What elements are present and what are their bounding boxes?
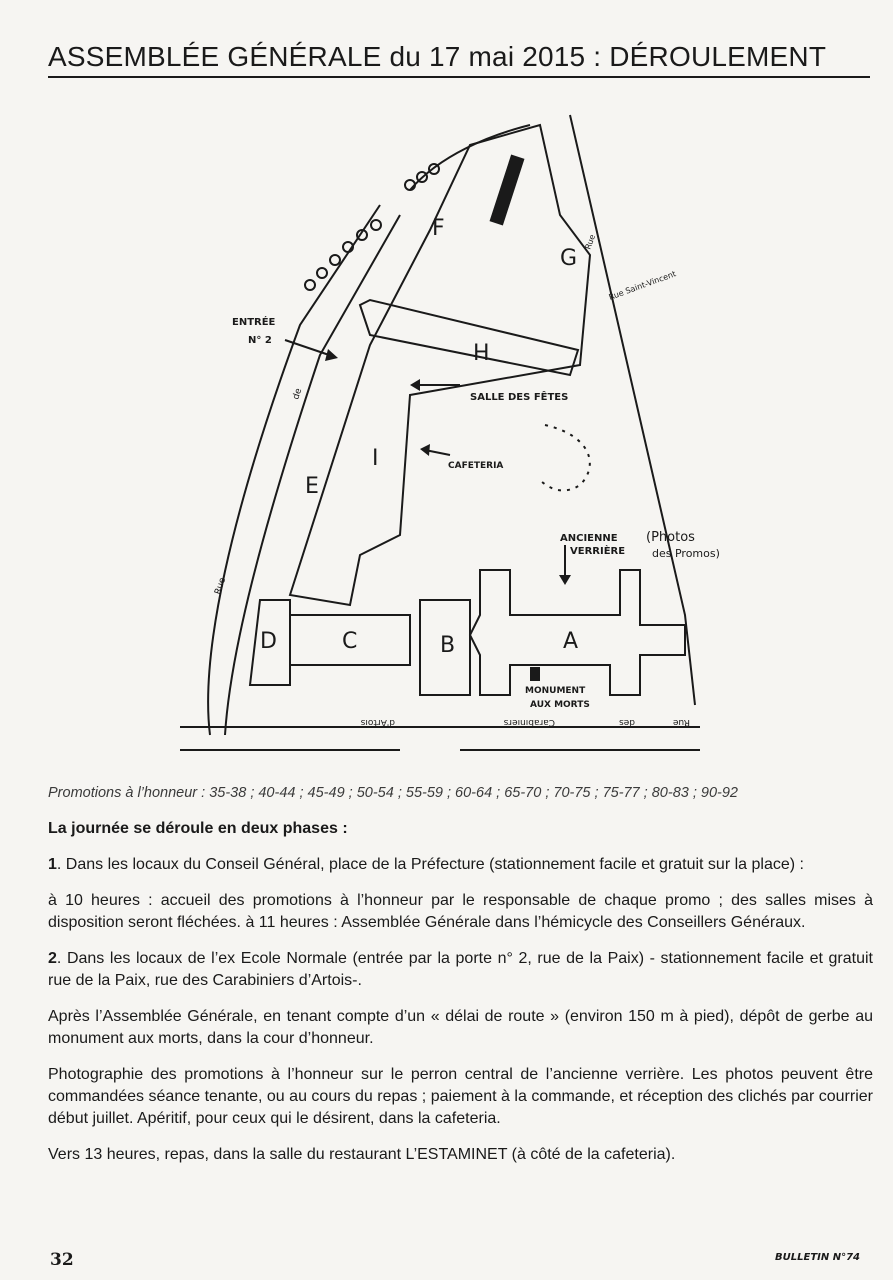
street-name-rue-saint-vincent: Rue Saint-Vincent xyxy=(607,269,678,302)
street-right xyxy=(570,115,695,705)
building-h xyxy=(360,300,578,375)
label-photos: (Photos xyxy=(646,530,695,545)
page-title: ASSEMBLÉE GÉNÉRALE du 17 mai 2015 : DÉROULEMENT xyxy=(48,40,870,78)
label-aux-morts: AUX MORTS xyxy=(530,700,590,710)
phase-2-text: . Dans les locaux de l’ex Ecole Normale (entrée par la porte n° 2, rue de la Paix) - stationnement facile et gratuit rue de la Paix, rue des Carabiniers d’Artois-. xyxy=(48,950,873,989)
page-number: 32 xyxy=(50,1250,74,1270)
building-block-left xyxy=(290,125,590,605)
promotions-caption: Promotions à l’honneur : 35-38 ; 40-44 ; 45-49 ; 50-54 ; 55-59 ; 60-64 ; 65-70 ; 70-75 ; 75-77 ; 80-83 ; 90-92 xyxy=(48,785,738,801)
label-monument: MONUMENT xyxy=(525,686,586,696)
street-name-carabiniers: Carabiniers xyxy=(503,717,555,727)
label-des-promos: des Promos) xyxy=(652,547,720,560)
label-ancienne: ANCIENNE xyxy=(560,533,618,544)
street-name-de-left: de xyxy=(291,387,305,401)
phase-2-number: 2 xyxy=(48,950,57,967)
building-letter-c: C xyxy=(342,629,358,654)
paragraph-phase-2 xyxy=(48,948,873,992)
stair-marker xyxy=(490,155,525,226)
paragraph-wreath: Après l’Assemblée Générale, en tenant compte d’un « délai de route » (environ 150 m à pied), dépôt de gerbe au monument aux morts, dans la cour d’honneur. xyxy=(48,1008,873,1047)
arrowhead-verriere xyxy=(559,575,571,585)
building-letter-b: B xyxy=(440,633,456,658)
paragraph-phase-1 xyxy=(48,854,873,876)
building-letter-e: E xyxy=(305,474,319,499)
paragraph-phase-1-schedule: à 10 heures : accueil des promotions à l’honneur par le responsable de chaque promo ; des salles mises à disposition seront fléchées. à 11 heures : Assemblée Générale dans l’hémicycle des Conseillers Généraux. xyxy=(48,892,873,931)
street-name-rue-bottom: Rue xyxy=(672,717,690,727)
bulletin-label: BULLETIN N°74 xyxy=(775,1252,860,1263)
building-letter-i: I xyxy=(372,446,379,471)
street-name-rue-top: Rue xyxy=(583,233,598,251)
arrowhead-cafeteria xyxy=(420,444,430,456)
building-letter-f: F xyxy=(432,216,445,241)
label-verriere: VERRIÈRE xyxy=(570,546,626,557)
label-cafeteria: CAFETERIA xyxy=(448,461,504,471)
building-letter-g: G xyxy=(560,246,578,271)
building-letter-a: A xyxy=(563,629,579,654)
article-body xyxy=(48,818,873,1180)
arrowhead-salle xyxy=(410,379,420,391)
campus-map xyxy=(170,95,730,765)
street-name-dartois: d'Artois xyxy=(360,717,395,727)
label-entree-num: N° 2 xyxy=(248,335,272,346)
building-letter-h: H xyxy=(473,341,490,366)
paragraph-meal: Vers 13 heures, repas, dans la salle du restaurant L’ESTAMINET (à côté de la cafeteria). xyxy=(48,1146,676,1163)
label-salle-des-fetes: SALLE DES FÊTES xyxy=(470,392,569,403)
courtyard-arc xyxy=(540,425,590,490)
building-letter-d: D xyxy=(260,629,277,654)
arrowhead-entree xyxy=(325,349,338,361)
label-entree: ENTRÉE xyxy=(232,317,276,328)
phase-1-number: 1 xyxy=(48,856,57,873)
street-name-rue-left: Rue xyxy=(213,576,229,596)
street-outer-left xyxy=(208,205,380,735)
phase-1-text: . Dans les locaux du Conseil Général, place de la Préfecture (stationnement facile et gratuit sur la place) : xyxy=(56,856,804,873)
paragraph-photography: Photographie des promotions à l’honneur sur le perron central de l’ancienne verrière. Les photos peuvent être commandées séance tenante, ou au cours du repas ; paiement à la commande, et réception des clichés par courrier début juillet. Apéritif, pour ceux qui le désirent, dans la cafeteria. xyxy=(48,1066,873,1127)
street-name-des-bottom: des xyxy=(619,717,635,727)
section-heading: La journée se déroule en deux phases : xyxy=(48,820,348,837)
monument-marker xyxy=(530,667,540,681)
